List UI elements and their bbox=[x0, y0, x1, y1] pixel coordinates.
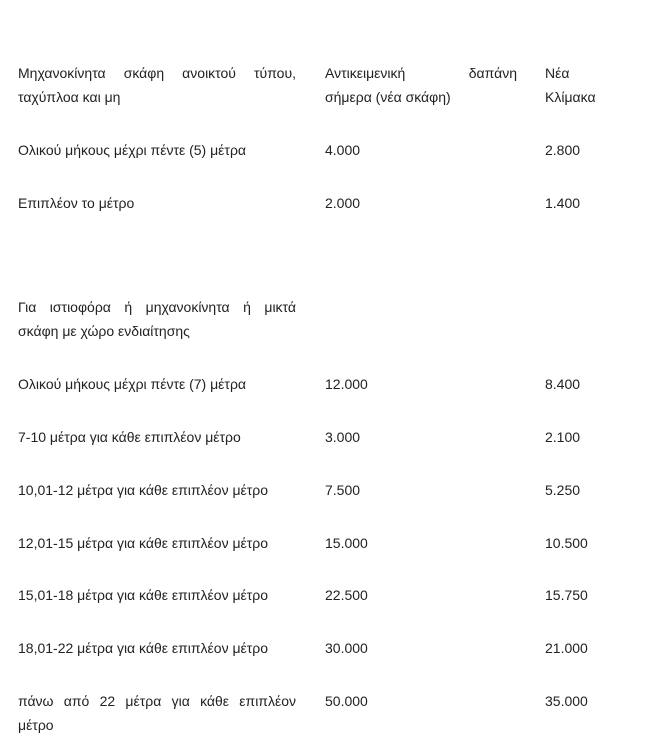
column-header-new-scale-line2: Κλίμακα bbox=[545, 89, 596, 105]
category-sailing-cabin-boats bbox=[18, 295, 296, 343]
row-label bbox=[18, 689, 296, 737]
column-header-current-cost-line2: σήμερα (νέα σκάφη) bbox=[325, 89, 451, 105]
row-new-scale: 21.000 bbox=[545, 640, 588, 656]
column-header-current-cost bbox=[325, 61, 517, 109]
row-label: Ολικού μήκους μέχρι πέντε (7) μέτρα bbox=[18, 376, 246, 392]
column-header-current-word1: Αντικειμενική bbox=[325, 65, 406, 81]
row-current-cost: 3.000 bbox=[325, 429, 361, 445]
row-current-cost: 30.000 bbox=[325, 640, 368, 656]
row-current-cost: 12.000 bbox=[325, 376, 368, 392]
row-label: Ολικού μήκους μέχρι πέντε (5) μέτρα bbox=[18, 142, 246, 158]
category-sailing-line2: σκάφη με χώρο ενδιαίτησης bbox=[18, 323, 190, 339]
column-header-current-word2: δαπάνη bbox=[468, 65, 517, 81]
column-header-new-scale-line1: Νέα bbox=[545, 65, 570, 81]
row-label: Επιπλέον το μέτρο bbox=[18, 195, 135, 211]
row-current-cost: 22.500 bbox=[325, 587, 368, 603]
row-new-scale: 5.250 bbox=[545, 482, 581, 498]
category-sailing-line1: Για ιστιοφόρα ή μηχανοκίνητα ή μικτά bbox=[18, 299, 296, 315]
row-new-scale: 1.400 bbox=[545, 195, 581, 211]
row-new-scale: 35.000 bbox=[545, 693, 588, 709]
row-current-cost: 2.000 bbox=[325, 195, 361, 211]
row-label: 15,01-18 μέτρα για κάθε επιπλέον μέτρο bbox=[18, 587, 269, 603]
category-open-boats-line2: ταχύπλοα και μη bbox=[18, 89, 121, 105]
row-current-cost: 7.500 bbox=[325, 482, 361, 498]
category-open-boats bbox=[18, 61, 296, 109]
row-current-cost: 50.000 bbox=[325, 693, 368, 709]
row-label: 7-10 μέτρα για κάθε επιπλέον μέτρο bbox=[18, 429, 241, 445]
row-new-scale: 2.100 bbox=[545, 429, 581, 445]
row-label: 10,01-12 μέτρα για κάθε επιπλέον μέτρο bbox=[18, 482, 269, 498]
row-new-scale: 10.500 bbox=[545, 535, 588, 551]
row-current-cost: 15.000 bbox=[325, 535, 368, 551]
row-label-line2: μέτρο bbox=[18, 717, 54, 733]
row-label-line1: πάνω από 22 μέτρα για κάθε επιπλέον bbox=[18, 693, 296, 709]
row-label: 18,01-22 μέτρα για κάθε επιπλέον μέτρο bbox=[18, 640, 269, 656]
column-header-new-scale bbox=[545, 61, 635, 109]
column-header-current-cost-line1 bbox=[325, 61, 517, 85]
row-current-cost: 4.000 bbox=[325, 142, 361, 158]
row-label: 12,01-15 μέτρα για κάθε επιπλέον μέτρο bbox=[18, 535, 269, 551]
row-new-scale: 8.400 bbox=[545, 376, 581, 392]
category-open-boats-line1: Μηχανοκίνητα σκάφη ανοικτού τύπου, bbox=[18, 65, 296, 81]
row-new-scale: 2.800 bbox=[545, 142, 581, 158]
row-new-scale: 15.750 bbox=[545, 587, 588, 603]
